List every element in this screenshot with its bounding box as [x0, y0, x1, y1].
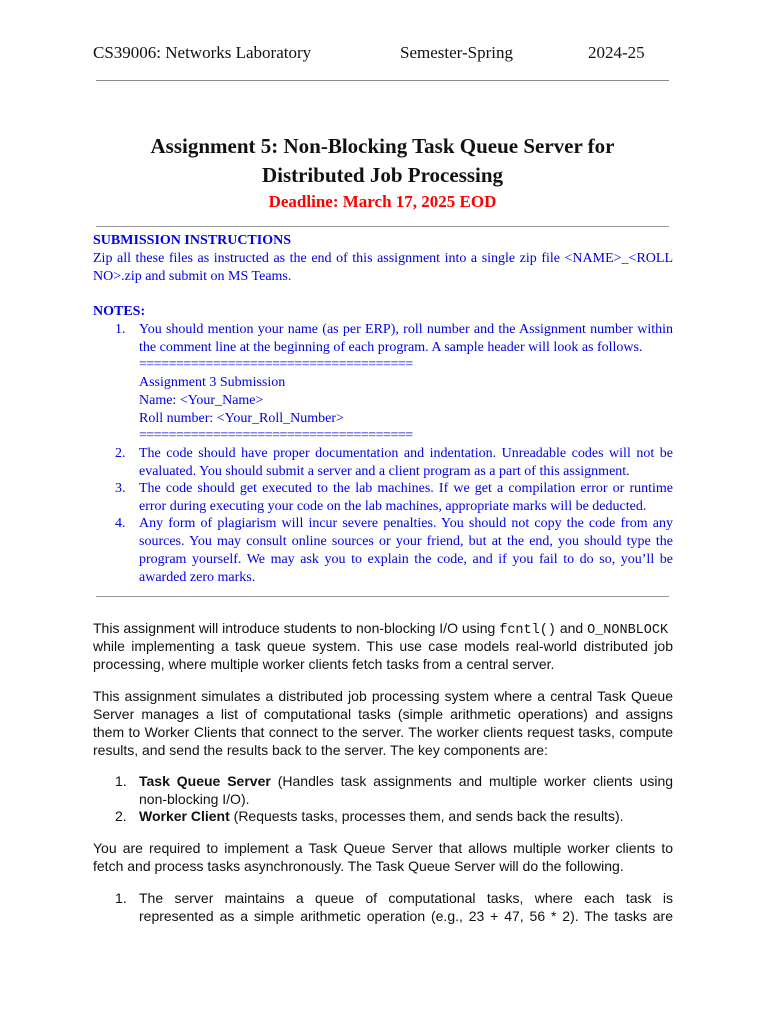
inline-code: fcntl(): [499, 623, 556, 638]
academic-year: 2024-25: [588, 43, 645, 62]
list-line: non-blocking I/O).: [139, 791, 250, 807]
paragraph-text: and: [559, 620, 584, 636]
assignment-title-line2: Distributed Job Processing: [261, 163, 504, 187]
note-line: error during executing your code on the lab machines, appropriate marks will be deducted.: [139, 499, 647, 514]
note-line: awarded zero marks.: [139, 570, 256, 585]
sample-header-line: Assignment 3 Submission: [139, 375, 286, 390]
paragraph-line: Server manages a list of computational tasks (simple arithmetic operations) and assigns: [93, 706, 673, 722]
title-divider: [96, 226, 669, 227]
semester: Semester-Spring: [400, 43, 513, 62]
paragraph-line: You are required to implement a Task Queue Server that allows multiple worker clients to: [93, 840, 673, 856]
sample-header-line: Roll number: <Your_Roll_Number>: [139, 411, 344, 426]
paragraph-text: This assignment will introduce students to non-blocking I/O using: [93, 620, 496, 636]
component-name: Worker Client: [139, 808, 230, 824]
paragraph-line: processing, where multiple worker clients fetch tasks from a central server.: [93, 656, 555, 672]
note-number: 4.: [115, 516, 126, 531]
note-line: evaluated. You should submit a server and a client program as a part of this assignment.: [139, 464, 630, 479]
course-name: CS39006: Networks Laboratory: [93, 43, 312, 62]
note-line: sources. You may consult online sources or your friend, but at the end, you should type the: [139, 534, 673, 549]
submission-line2: NO>.zip and submit on MS Teams.: [93, 269, 292, 284]
list-number: 1.: [115, 890, 127, 906]
inline-code: O_NONBLOCK: [587, 623, 669, 638]
note-line: the comment line at the beginning of each program. A sample header will look as follows.: [139, 340, 643, 355]
paragraph-line: fetch and process tasks asynchronously. The Task Queue Server will do the following.: [93, 858, 624, 874]
notes-divider: [96, 596, 669, 597]
note-line: Any form of plagiarism will incur severe penalties. You should not copy the code from any: [139, 516, 673, 531]
list-line: represented as a simple arithmetic operation (e.g., 23 + 47, 56 * 2). The tasks are: [139, 908, 673, 924]
note-number: 3.: [115, 481, 126, 496]
note-line: program yourself. We may ask you to explain the code, and if you fail to do so, you’ll be: [139, 552, 673, 567]
submission-line1: Zip all these files as instructed as the end of this assignment into a single zip file <NAME>_<ROLL: [93, 251, 673, 266]
note-line: The code should get executed to the lab machines. If we get a compilation error or runtime: [139, 481, 673, 496]
note-number: 2.: [115, 446, 126, 461]
header-divider: [96, 80, 669, 81]
paragraph-line: while implementing a task queue system. This use case models real-world distributed job: [93, 638, 673, 654]
list-line: [139, 772, 673, 790]
assignment-title-line1: Assignment 5: Non-Blocking Task Queue Server for: [150, 134, 615, 158]
paragraph-line: This assignment simulates a distributed job processing system where a central Task Queue: [93, 688, 673, 704]
list-number: 2.: [115, 808, 127, 824]
paragraph-line: results, and send the results back to the server. The key components are:: [93, 742, 548, 758]
note-line: You should mention your name (as per ERP), roll number and the Assignment number within: [139, 322, 673, 337]
sample-header-line: Name: <Your_Name>: [139, 393, 264, 408]
header-separator: =====================================: [139, 428, 413, 443]
component-description: (Handles task assignments and multiple worker clients using: [277, 773, 674, 789]
paragraph-line: them to Worker Clients that connect to the server. The worker clients request tasks, compute: [93, 724, 673, 740]
notes-heading: NOTES:: [93, 304, 146, 319]
note-line: The code should have proper documentation and indentation. Unreadable codes will not be: [139, 446, 673, 461]
list-line: [139, 807, 673, 825]
header-separator: =====================================: [139, 357, 413, 372]
deadline: Deadline: March 17, 2025 EOD: [268, 192, 497, 211]
component-name: Task Queue Server: [139, 773, 271, 789]
component-description: (Requests tasks, processes them, and sends back the results).: [233, 808, 624, 824]
list-line: The server maintains a queue of computational tasks, where each task is: [139, 890, 673, 906]
note-number: 1.: [115, 322, 126, 337]
list-number: 1.: [115, 773, 127, 789]
submission-heading: SUBMISSION INSTRUCTIONS: [93, 233, 292, 248]
